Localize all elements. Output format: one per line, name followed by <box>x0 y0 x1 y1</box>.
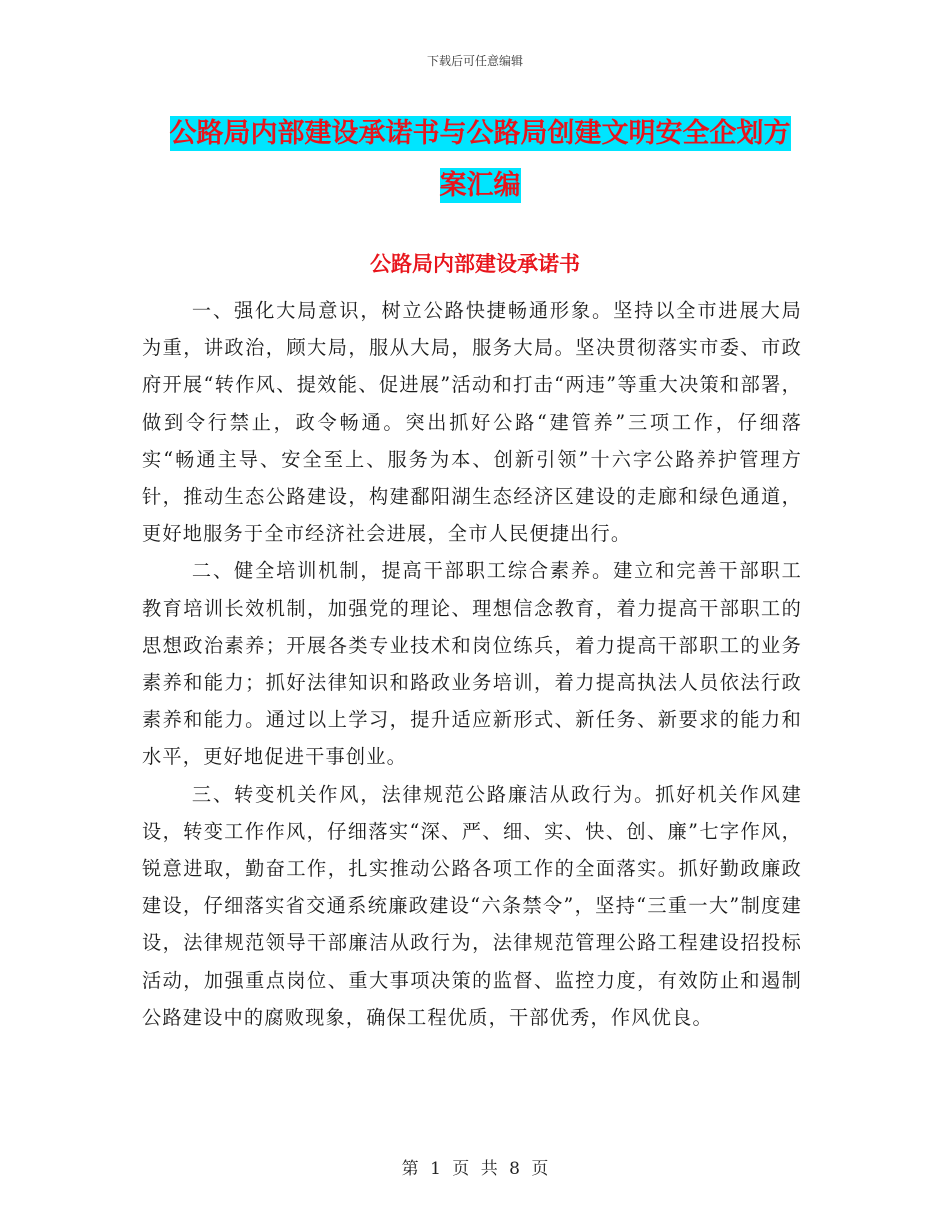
page-number-footer: 第 1 页 共 8 页 <box>401 1159 549 1179</box>
document-title-line2: 案汇编 <box>439 170 521 201</box>
page-header-note: 下载后可任意编辑 <box>426 54 523 68</box>
document-title-line1: 公路局内部建设承诺书与公路局创建文明安全企划方 <box>169 118 791 149</box>
document-title <box>150 108 810 212</box>
paragraph-1: 一、强化大局意识，树立公路快捷畅通形象。坚持以全市进展大局为重，讲政治，顾大局，服从大局，服务大局。坚决贯彻落实市委、市政府开展“转作风、提效能、促进展”活动和打击“两违”等重大决策和部署，做到令行禁止，政令畅通。突出抓好公路“建管养”三项工作，仔细落实“畅通主导、安全至上、服务为本、创新引领”十六字公路养护管理方针，推动生态公路建设，构建鄱阳湖生态经济区建设的走廊和绿色通道，更好地服务于全市经济社会进展，全市人民便捷出行。 <box>142 299 802 546</box>
document-body <box>142 292 802 1036</box>
section-heading: 公路局内部建设承诺书 <box>370 252 580 276</box>
paragraph-3: 三、转变机关作风，法律规范公路廉洁从政行为。抓好机关作风建设，转变工作作风，仔细落实“深、严、细、实、快、创、廉”七字作风，锐意进取，勤奋工作，扎实推动公路各项工作的全面落实。抓好勤政廉政建设，仔细落实省交通系统廉政建设“六条禁令”，坚持“三重一大”制度建设，法律规范领导干部廉洁从政行为，法律规范管理公路工程建设招投标活动，加强重点岗位、重大事项决策的监督、监控力度，有效防止和遏制公路建设中的腐败现象，确保工程优质，干部优秀，作风优良。 <box>142 782 802 1029</box>
paragraph-2: 二、健全培训机制，提高干部职工综合素养。建立和完善干部职工教育培训长效机制，加强党的理论、理想信念教育，着力提高干部职工的思想政治素养；开展各类专业技术和岗位练兵，着力提高干部职工的业务素养和能力；抓好法律知识和路政业务培训，着力提高执法人员依法行政素养和能力。通过以上学习，提升适应新形式、新任务、新要求的能力和水平，更好地促进干事创业。 <box>142 559 802 769</box>
